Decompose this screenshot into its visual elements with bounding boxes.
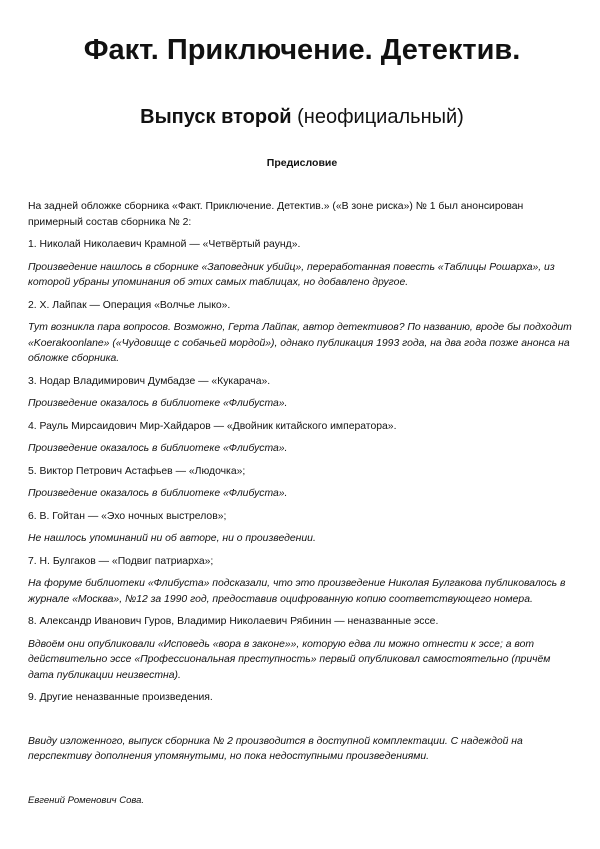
list-item: 2. Х. Лайпак — Операция «Волчье лыко».: [28, 299, 231, 311]
document-subtitle: [28, 104, 576, 130]
list-item: 1. Николай Николаевич Крамной — «Четвёртый раунд».: [28, 239, 301, 250]
list-item: 6. В. Гойтан — «Эхо ночных выстрелов»;: [28, 510, 227, 522]
list-item: 5. Виктор Петрович Астафьев — «Людочка»;: [28, 465, 246, 477]
list-item: 7. Н. Булгаков — «Подвиг патриарха»;: [28, 555, 214, 567]
item-note: Произведение нашлось в сборнике «Заповедник убийц», переработанная повесть «Таблицы Рошарха», из которой убраны упоминания об этих самых таблицах, но добавлено другое.: [28, 261, 555, 288]
document-body: [28, 199, 576, 808]
preface-heading: Предисловие: [266, 157, 338, 169]
intro-paragraph: На задней обложке сборника «Факт. Приключение. Детектив.» («В зоне риска») № 1 был анонсирован примерный состав сборника № 2:: [28, 201, 524, 228]
item-note: Тут возникла пара вопросов. Возможно, Герта Лайпак, автор детективов? По названию, вроде бы подходит «Koerakoonlane» («Чудовище с собачьей мордой»), однако публикация 1993 года, на два года позже анонса на обложке сборника.: [28, 322, 572, 364]
item-note: Произведение оказалось в библиотеке «Флибуста».: [28, 398, 288, 409]
item-note: Не нашлось упоминаний ни об авторе, ни о произведении.: [28, 533, 316, 544]
list-item: 9. Другие неназванные произведения.: [28, 692, 213, 703]
conclusion-paragraph: Ввиду изложенного, выпуск сборника № 2 производится в доступной комплектации. С надеждой на перспективу дополнения упомянутыми, но пока недоступными произведениями.: [28, 735, 523, 762]
list-item: 4. Рауль Мирсаидович Мир-Хайдаров — «Двойник китайского императора».: [28, 420, 397, 432]
item-note: На форуме библиотеки «Флибуста» подсказали, что это произведение Николая Булгакова публиковалось в журнале «Москва», №12 за 1990 год, предоставив оцифрованную копию соответствующего номера.: [28, 578, 566, 605]
item-note: Вдвоём они опубликовали «Исповедь «вора в законе»», которую едва ли можно отнести к эссе; а вот действительно эссе «Профессиональная преступность» первый опубликовал самостоятельно (причём дата публикации неизвестна).: [28, 638, 551, 681]
item-note: Произведение оказалось в библиотеке «Флибуста».: [28, 488, 288, 499]
subtitle-rest: (неофициальный): [291, 106, 464, 128]
subtitle-bold: Выпуск второй: [140, 106, 292, 128]
signature: Евгений Роменович Сова.: [28, 794, 145, 806]
list-item: 8. Александр Иванович Гуров, Владимир Николаевич Рябинин — неназванные эссе.: [28, 616, 439, 627]
item-note: Произведение оказалось в библиотеке «Флибуста».: [28, 443, 288, 454]
document-title: Факт. Приключение. Детектив.: [83, 34, 521, 66]
list-item: 3. Нодар Владимирович Думбадзе — «Кукарача».: [28, 375, 271, 387]
